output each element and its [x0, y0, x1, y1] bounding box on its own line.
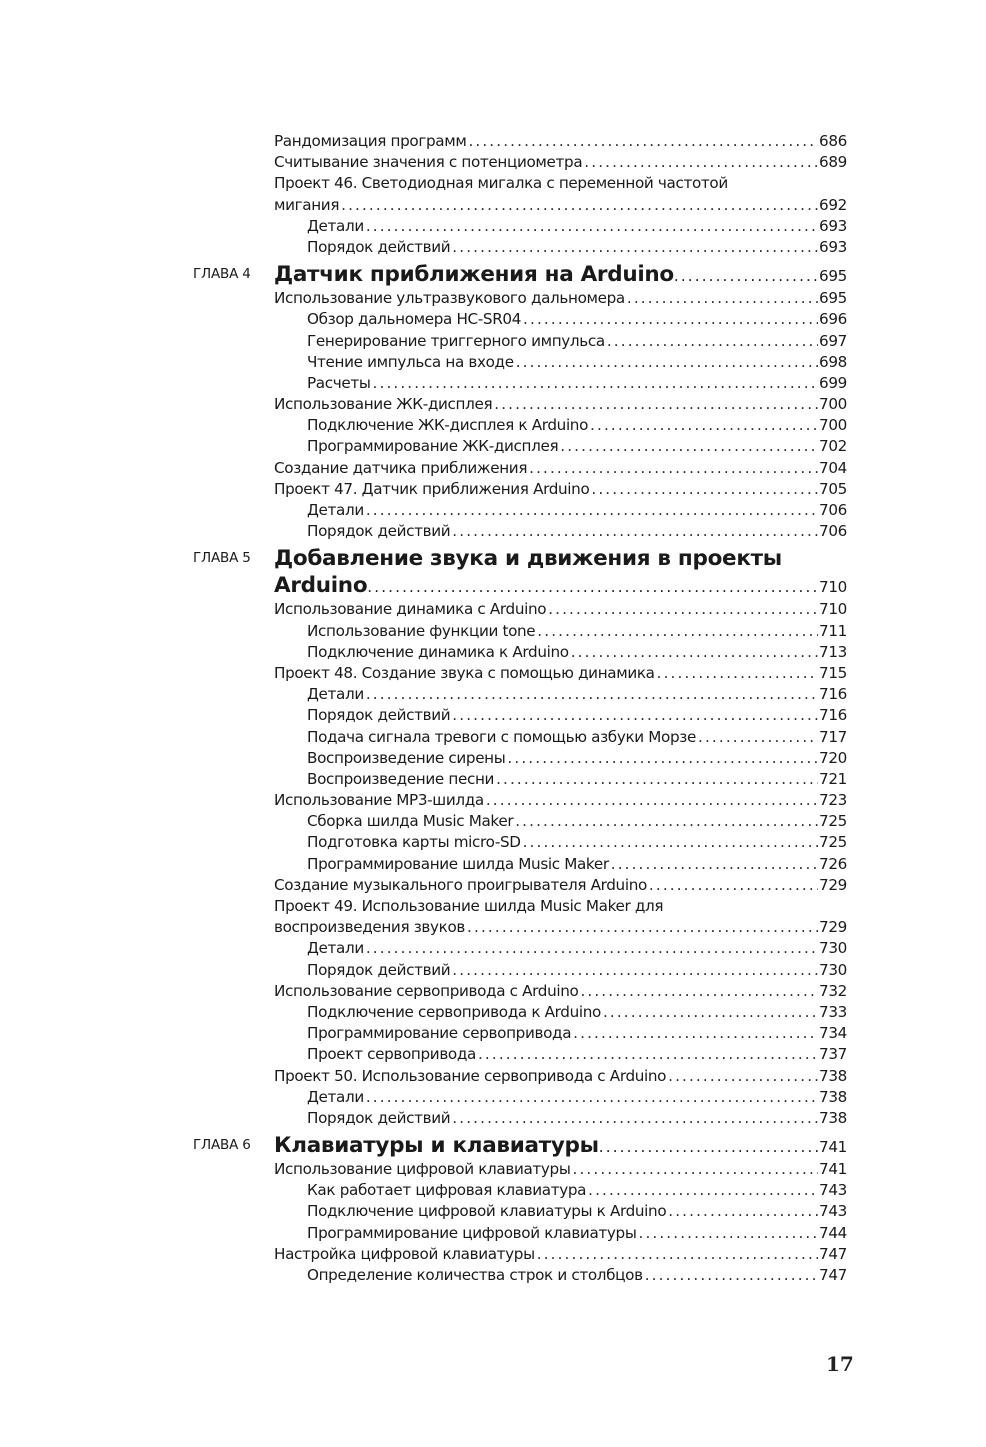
- leader-dots: [523, 832, 818, 853]
- toc-entry[interactable]: Подготовка карты micro-SD . . . 725: [307, 832, 847, 853]
- leader-dots: [366, 500, 818, 521]
- toc-entry[interactable]: Чтение импульса на входе . . . 698: [307, 352, 847, 373]
- leader-dots: [486, 790, 818, 811]
- leader-dots: [638, 1223, 818, 1244]
- toc-entry[interactable]: Программирование сервопривода . . . 734: [307, 1023, 847, 1044]
- leader-dots: [560, 436, 818, 457]
- toc-entry[interactable]: Воспроизведение песни . . . 721: [307, 769, 847, 790]
- leader-dots: [467, 917, 818, 938]
- toc-entry[interactable]: Определение количества строк и столбцов . . . 747: [307, 1265, 847, 1286]
- toc-entry[interactable]: Использование функции tone . . . 711: [307, 621, 847, 642]
- leader-dots: [366, 1087, 818, 1108]
- leader-dots: [537, 621, 818, 642]
- toc-entry[interactable]: Создание музыкального проигрывателя Arduino . . . 729: [274, 875, 847, 896]
- leader-dots: [373, 373, 819, 394]
- toc-entry[interactable]: Считывание значения с потенциометра . . . 689: [274, 152, 847, 173]
- leader-dots: [468, 131, 818, 152]
- toc-entry[interactable]: Порядок действий . . . 716: [307, 705, 847, 726]
- toc-entry[interactable]: Проект сервопривода . . . 737: [307, 1044, 847, 1065]
- leader-dots: [573, 1159, 819, 1180]
- leader-dots: [516, 352, 818, 373]
- leader-dots: [611, 854, 818, 875]
- leader-dots: [599, 1134, 819, 1161]
- toc-entry[interactable]: Использование сервопривода с Arduino . . . 732: [274, 981, 847, 1002]
- toc-entry[interactable]: Подача сигнала тревоги с помощью азбуки Морзе . . . 717: [307, 727, 847, 748]
- chapter-title: Arduino: [274, 573, 368, 599]
- toc-entry-wrapped[interactable]: Проект 46. Светодиодная мигалка с переменной частотой: [274, 174, 728, 193]
- leader-dots: [496, 769, 818, 790]
- leader-dots: [507, 748, 818, 769]
- chapter-number: ГЛАВА 6: [193, 1137, 251, 1154]
- leader-dots: [657, 663, 818, 684]
- toc-entry[interactable]: Проект 50. Использование сервопривода с Arduino . . . 738: [274, 1066, 847, 1087]
- leader-dots: [588, 1180, 818, 1201]
- toc-entry[interactable]: Использование ЖК-дисплея . . . 700: [274, 394, 847, 415]
- toc-entry[interactable]: Настройка цифровой клавиатуры . . . 747: [274, 1244, 847, 1265]
- leader-dots: [668, 1066, 818, 1087]
- toc-entry[interactable]: Подключение цифровой клавиатуры к Arduino . . . 743: [307, 1201, 847, 1222]
- leader-dots: [590, 415, 818, 436]
- chapter-number: ГЛАВА 4: [193, 266, 251, 283]
- leader-dots: [452, 1108, 818, 1129]
- leader-dots: [452, 960, 818, 981]
- table-of-contents: [0, 131, 986, 1286]
- toc-entry[interactable]: Использование цифровой клавиатуры . . . 741: [274, 1159, 847, 1180]
- leader-dots: [452, 521, 818, 542]
- toc-entry[interactable]: Детали . . . 693: [307, 216, 847, 237]
- toc-entry[interactable]: Использование ультразвукового дальномера . . . 695: [274, 288, 847, 309]
- toc-entry-continuation[interactable]: воспроизведения звуков . . . 729: [274, 917, 847, 938]
- leader-dots: [591, 479, 818, 500]
- leader-dots: [548, 599, 818, 620]
- toc-entry[interactable]: Порядок действий . . . 730: [307, 960, 847, 981]
- toc-entry[interactable]: Порядок действий . . . 693: [307, 237, 847, 258]
- chapter-title: Клавиатуры и клавиатуры: [274, 1133, 599, 1159]
- leader-dots: [584, 152, 818, 173]
- toc-entry[interactable]: Программирование ЖК-дисплея . . . 702: [307, 436, 847, 457]
- chapter-heading-4[interactable]: ГЛАВА 4 Датчик приближения на Arduino . . . 695: [0, 261, 986, 288]
- toc-entry[interactable]: Порядок действий . . . 738: [307, 1108, 847, 1129]
- toc-entry-wrapped[interactable]: Проект 49. Использование шилда Music Maker для: [274, 897, 664, 915]
- leader-dots: [452, 705, 818, 726]
- leader-dots: [627, 288, 818, 309]
- leader-dots: [573, 1023, 818, 1044]
- leader-dots: [367, 574, 819, 601]
- toc-entry[interactable]: Детали . . . 706: [307, 500, 847, 521]
- leader-dots: [529, 458, 818, 479]
- leader-dots: [674, 263, 819, 290]
- leader-dots: [571, 642, 818, 663]
- leader-dots: [649, 875, 818, 896]
- chapter-title: Добавление звука и движения в проекты: [274, 546, 782, 572]
- toc-entry[interactable]: Проект 47. Датчик приближения Arduino . . . 705: [274, 479, 847, 500]
- toc-entry[interactable]: Использование MP3-шилда . . . 723: [274, 790, 847, 811]
- chapter-heading-6[interactable]: ГЛАВА 6 Клавиатуры и клавиатуры . . . 741: [0, 1132, 986, 1159]
- chapter-title: Датчик приближения на Arduino: [274, 262, 674, 288]
- leader-dots: [668, 1201, 818, 1222]
- leader-dots: [607, 331, 818, 352]
- toc-entry[interactable]: Обзор дальномера HC-SR04 . . . 696: [307, 309, 847, 330]
- leader-dots: [537, 1244, 818, 1265]
- toc-entry[interactable]: Генерирование триггерного импульса . . . 697: [307, 331, 847, 352]
- leader-dots: [452, 237, 818, 258]
- toc-entry[interactable]: Подключение сервопривода к Arduino . . . 733: [307, 1002, 847, 1023]
- toc-entry[interactable]: Детали . . . 738: [307, 1087, 847, 1108]
- leader-dots: [366, 216, 818, 237]
- leader-dots: [494, 394, 818, 415]
- chapter-heading-5[interactable]: [0, 545, 986, 572]
- page-number: 17: [826, 1352, 854, 1376]
- leader-dots: [645, 1265, 818, 1286]
- toc-entry[interactable]: Проект 48. Создание звука с помощью динамика . . . 715: [274, 663, 847, 684]
- leader-dots: [478, 1044, 818, 1065]
- toc-entry[interactable]: Расчеты . . . 699: [307, 373, 847, 394]
- toc-entry[interactable]: Создание датчика приближения . . . 704: [274, 458, 847, 479]
- toc-entry[interactable]: Программирование цифровой клавиатуры . . . 744: [307, 1223, 847, 1244]
- leader-dots: [580, 981, 818, 1002]
- toc-entry-continuation[interactable]: мигания . . . 692: [274, 195, 847, 216]
- toc-entry[interactable]: Сборка шилда Music Maker . . . 725: [307, 811, 847, 832]
- leader-dots: [341, 195, 818, 216]
- leader-dots: [515, 811, 818, 832]
- toc-entry[interactable]: Рандомизация программ . . . 686: [274, 131, 847, 152]
- leader-dots: [366, 938, 818, 959]
- toc-entry[interactable]: Детали . . . 716: [307, 684, 847, 705]
- leader-dots: [698, 727, 818, 748]
- toc-entry[interactable]: Воспроизведение сирены . . . 720: [307, 748, 847, 769]
- leader-dots: [366, 684, 818, 705]
- toc-entry[interactable]: Программирование шилда Music Maker . . . 726: [307, 854, 847, 875]
- toc-entry[interactable]: Подключение ЖК-дисплея к Arduino . . . 700: [307, 415, 847, 436]
- chapter-heading-5-continuation[interactable]: Arduino . . . 710: [0, 572, 986, 599]
- chapter-number: ГЛАВА 5: [193, 550, 251, 567]
- toc-entry[interactable]: Подключение динамика к Arduino . . . 713: [307, 642, 847, 663]
- toc-entry[interactable]: Детали . . . 730: [307, 938, 847, 959]
- toc-entry[interactable]: Использование динамика с Arduino . . . 710: [274, 599, 847, 620]
- toc-entry[interactable]: Порядок действий . . . 706: [307, 521, 847, 542]
- leader-dots: [603, 1002, 818, 1023]
- leader-dots: [523, 309, 818, 330]
- toc-entry[interactable]: Как работает цифровая клавиатура . . . 743: [307, 1180, 847, 1201]
